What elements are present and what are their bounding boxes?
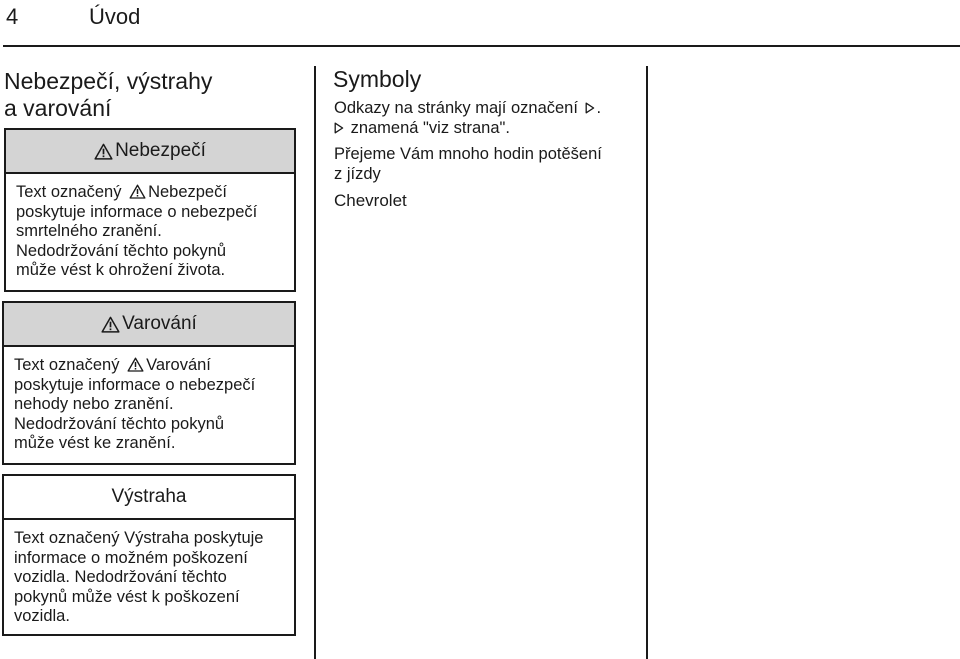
caution-line: pokynů může vést k poškození bbox=[14, 587, 240, 606]
symbols-line-1-text: Odkazy na stránky mají označení bbox=[334, 99, 583, 117]
caution-keyword: Výstraha bbox=[124, 529, 190, 547]
page-header bbox=[0, 0, 960, 48]
column-divider-left bbox=[314, 66, 316, 659]
caution-suffix: poskytuje bbox=[189, 529, 264, 547]
danger-heading bbox=[6, 130, 294, 174]
section-title bbox=[4, 68, 294, 122]
symbols-line-2-text: znamená "viz strana". bbox=[346, 119, 510, 137]
warning-line-intro bbox=[14, 356, 294, 376]
caution-line-intro bbox=[14, 529, 294, 549]
warning-heading-label: Varování bbox=[122, 313, 197, 334]
warning-line: poskytuje informace o nebezpečí bbox=[14, 375, 256, 394]
column-divider-right bbox=[646, 66, 648, 659]
caution-line: vozidla. Nedodržování těchto bbox=[14, 568, 227, 586]
danger-line: smrtelného zranění. bbox=[16, 222, 162, 240]
warning-line: nehody nebo zranění. bbox=[14, 395, 174, 413]
symbols-body bbox=[334, 98, 602, 184]
warning-triangle-icon bbox=[101, 316, 120, 333]
danger-line-intro bbox=[16, 183, 294, 203]
warning-prefix: Text označený bbox=[14, 356, 125, 374]
caution-line: vozidla. bbox=[14, 607, 70, 625]
caution-line: informace o možném poškození bbox=[14, 548, 248, 567]
symbols-wish-line-2: z jízdy bbox=[334, 165, 381, 183]
warning-triangle-icon bbox=[127, 357, 144, 372]
caution-heading-label: Výstraha bbox=[111, 486, 187, 507]
caution-body bbox=[4, 520, 294, 627]
symbols-wish-line-1: Přejeme Vám mnoho hodin potěšení bbox=[334, 145, 602, 163]
caution-notice bbox=[2, 474, 296, 636]
warning-keyword: Varování bbox=[146, 356, 211, 374]
warning-line: může vést ke zranění. bbox=[14, 434, 176, 452]
symbols-title: Symboly bbox=[333, 66, 422, 92]
danger-body bbox=[6, 174, 294, 281]
page-reference-arrow-icon bbox=[585, 102, 595, 114]
brand-name: Chevrolet bbox=[334, 191, 407, 210]
caution-prefix: Text označený bbox=[14, 529, 125, 547]
warning-triangle-icon bbox=[129, 184, 146, 199]
danger-prefix: Text označený bbox=[16, 183, 127, 201]
warning-body bbox=[4, 347, 294, 454]
warning-heading bbox=[4, 303, 294, 347]
caution-heading bbox=[4, 476, 294, 520]
warning-line: Nedodržování těchto pokynů bbox=[14, 414, 225, 433]
danger-notice bbox=[4, 128, 296, 292]
page-number: 4 bbox=[6, 4, 19, 29]
chapter-title: Úvod bbox=[89, 4, 141, 29]
symbols-line-1 bbox=[334, 98, 602, 118]
danger-line: poskytuje informace o nebezpečí bbox=[16, 202, 258, 221]
section-title-line-2: a varování bbox=[4, 95, 112, 121]
warning-triangle-icon bbox=[94, 143, 113, 160]
header-rule bbox=[3, 45, 960, 47]
symbols-line-1-end: . bbox=[596, 99, 602, 117]
page-reference-arrow-icon bbox=[334, 122, 344, 134]
danger-keyword: Nebezpečí bbox=[148, 183, 227, 201]
section-title-line-1: Nebezpečí, výstrahy bbox=[4, 68, 213, 94]
danger-heading-label: Nebezpečí bbox=[115, 140, 206, 161]
danger-line: může vést k ohrožení života. bbox=[16, 261, 226, 279]
danger-line: Nedodržování těchto pokynů bbox=[16, 241, 227, 260]
warning-notice bbox=[2, 301, 296, 465]
symbols-line-2 bbox=[334, 118, 602, 138]
